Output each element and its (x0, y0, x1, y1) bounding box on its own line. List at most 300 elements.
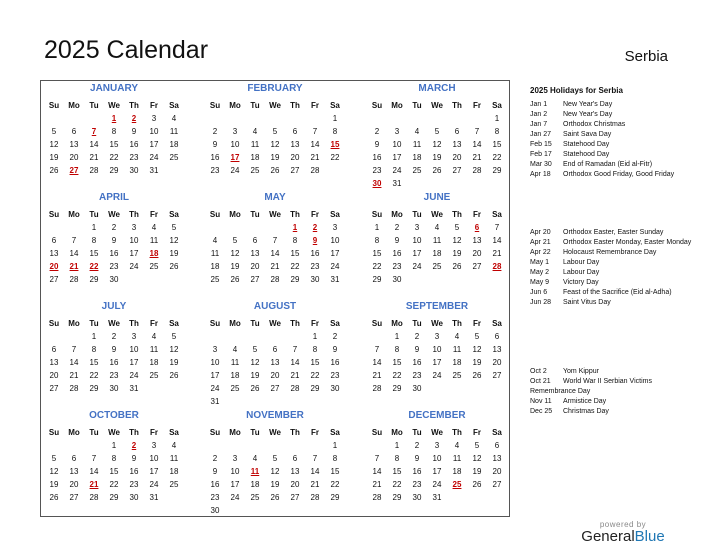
day-cell: 21 (89, 153, 99, 162)
holiday-name: Feast of the Sacrifice (Eid al-Adha) (563, 289, 672, 296)
day-cell: 17 (149, 140, 159, 149)
weekday-label: Su (209, 319, 221, 328)
empty-cell (205, 439, 225, 452)
day-cell: 27 (49, 275, 59, 284)
calendar-grid (40, 80, 510, 517)
day-cell: 7 (474, 127, 480, 136)
day-cell: 17 (330, 249, 340, 258)
weekday-label: Fr (473, 101, 481, 110)
day-cell: 27 (452, 166, 462, 175)
month-name: MAY (264, 192, 286, 203)
day-cell: 25 (250, 493, 260, 502)
empty-cell (205, 330, 225, 343)
weekday-label: Mo (391, 428, 403, 437)
day-cell: 4 (151, 332, 157, 341)
day-cell: 3 (151, 114, 157, 123)
day-cell: 15 (89, 249, 99, 258)
day-cell: 26 (270, 166, 280, 175)
day-cell: 27 (49, 384, 59, 393)
holiday-date: Jun 28 (530, 299, 552, 306)
day-cell: 15 (310, 358, 320, 367)
holiday-date: Jan 1 (530, 101, 548, 108)
holiday-entry (530, 258, 695, 268)
day-cell: 6 (272, 345, 278, 354)
day-cell: 26 (432, 166, 442, 175)
day-cell: 20 (492, 467, 502, 476)
day-cell: 5 (272, 127, 278, 136)
day-cell: 23 (109, 371, 119, 380)
day-cell: 22 (109, 153, 119, 162)
month-july (44, 301, 184, 395)
weekday-label: Mo (391, 101, 403, 110)
day-cell: 14 (270, 249, 280, 258)
day-cell: 29 (89, 384, 99, 393)
day-cell: 24 (432, 371, 442, 380)
day-cell: 3 (414, 223, 420, 232)
day-cell: 17 (129, 249, 139, 258)
day-cell: 26 (230, 275, 240, 284)
weekday-label: Mo (68, 428, 80, 437)
day-cell: 30 (392, 275, 402, 284)
day-cell: 5 (51, 454, 57, 463)
day-cell: 21 (472, 153, 482, 162)
day-cell: 3 (151, 441, 157, 450)
holidays-title: 2025 Holidays for Serbia (530, 86, 623, 95)
day-cell: 23 (129, 480, 139, 489)
weekday-label: Th (452, 319, 462, 328)
weekday-label: Sa (330, 428, 340, 437)
holiday-name: World War II Serbian Victims Remembrance Day (530, 378, 652, 395)
day-grid (205, 426, 345, 517)
day-cell: 29 (492, 166, 502, 175)
day-cell: 20 (290, 153, 300, 162)
weekday-label: Th (452, 428, 462, 437)
holiday-day-cell: 28 (492, 262, 502, 271)
day-cell: 3 (212, 345, 218, 354)
empty-cell (84, 112, 104, 125)
brand-name-general: General (581, 528, 635, 545)
day-cell: 28 (69, 275, 79, 284)
weekday-label: Mo (68, 101, 80, 110)
day-cell: 16 (392, 249, 402, 258)
holiday-name: Orthodox Easter Monday, Easter Monday (563, 239, 692, 246)
weekday-label: Sa (169, 428, 179, 437)
holiday-entry (530, 120, 695, 130)
day-cell: 7 (272, 236, 278, 245)
weekday-label: We (108, 101, 120, 110)
day-cell: 2 (212, 127, 218, 136)
holiday-entry (530, 228, 695, 238)
holiday-date: May 2 (530, 269, 550, 276)
holiday-entry (530, 110, 695, 120)
day-cell: 5 (232, 236, 238, 245)
day-cell: 20 (250, 262, 260, 271)
weekday-label: Su (371, 428, 383, 437)
month-may (205, 192, 345, 286)
holiday-day-cell: 21 (89, 480, 99, 489)
day-cell: 6 (252, 236, 258, 245)
day-cell: 18 (250, 480, 260, 489)
day-cell: 4 (171, 441, 177, 450)
holiday-entry (530, 377, 695, 397)
holiday-name: Christmas Day (563, 408, 609, 415)
weekday-label: We (269, 319, 281, 328)
day-cell: 20 (492, 358, 502, 367)
empty-cell (44, 439, 64, 452)
day-cell: 12 (230, 249, 240, 258)
day-cell: 18 (432, 249, 442, 258)
day-cell: 8 (394, 345, 400, 354)
day-cell: 20 (49, 371, 59, 380)
day-cell: 7 (71, 345, 77, 354)
weekday-label: Th (452, 101, 462, 110)
empty-cell (407, 112, 427, 125)
weekday-label: Su (371, 210, 383, 219)
day-cell: 21 (69, 371, 79, 380)
day-cell: 24 (230, 166, 240, 175)
day-cell: 16 (109, 358, 119, 367)
weekday-label: Mo (68, 319, 80, 328)
day-cell: 23 (372, 166, 382, 175)
day-cell: 3 (434, 441, 440, 450)
day-cell: 21 (372, 371, 382, 380)
day-cell: 17 (412, 249, 422, 258)
day-cell: 15 (89, 358, 99, 367)
day-cell: 19 (472, 358, 482, 367)
day-cell: 25 (149, 262, 159, 271)
month-name: AUGUST (253, 301, 297, 312)
month-april (44, 192, 184, 286)
day-cell: 26 (270, 493, 280, 502)
empty-cell (427, 112, 447, 125)
day-cell: 3 (131, 223, 137, 232)
day-cell: 2 (111, 223, 117, 232)
empty-cell (367, 112, 387, 125)
brand-name-blue: Blue (634, 528, 665, 545)
day-cell: 23 (310, 262, 320, 271)
weekday-label: Fr (473, 210, 481, 219)
day-cell: 4 (252, 454, 258, 463)
weekday-label: Th (290, 319, 300, 328)
day-cell: 22 (109, 480, 119, 489)
holiday-date: Oct 2 (530, 368, 547, 375)
day-cell: 17 (230, 480, 240, 489)
day-cell: 21 (310, 480, 320, 489)
month-name: NOVEMBER (246, 410, 304, 421)
day-cell: 12 (270, 467, 280, 476)
day-cell: 2 (111, 332, 117, 341)
weekday-label: Tu (89, 101, 99, 110)
day-cell: 10 (432, 345, 442, 354)
day-cell: 14 (472, 140, 482, 149)
day-cell: 22 (392, 480, 402, 489)
day-cell: 7 (312, 127, 318, 136)
day-cell: 3 (232, 454, 238, 463)
day-cell: 10 (149, 454, 159, 463)
holiday-day-cell: 15 (330, 140, 340, 149)
day-cell: 25 (149, 371, 159, 380)
day-cell: 31 (149, 493, 159, 502)
weekday-label: Sa (492, 210, 502, 219)
day-cell: 6 (292, 127, 298, 136)
day-cell: 16 (210, 153, 220, 162)
weekday-label: We (108, 428, 120, 437)
day-cell: 6 (71, 454, 77, 463)
day-cell: 11 (452, 345, 462, 354)
weekday-label: Tu (250, 210, 260, 219)
month-december (367, 410, 507, 504)
day-cell: 3 (131, 332, 137, 341)
day-cell: 13 (49, 249, 59, 258)
empty-cell (367, 439, 387, 452)
day-cell: 16 (109, 249, 119, 258)
month-march (367, 83, 507, 190)
day-cell: 13 (69, 467, 79, 476)
day-cell: 26 (452, 262, 462, 271)
day-cell: 9 (212, 140, 218, 149)
day-cell: 26 (49, 166, 59, 175)
holiday-name: Victory Day (563, 279, 599, 286)
month-name: DECEMBER (408, 410, 466, 421)
page-title: 2025 Calendar (44, 36, 209, 64)
holiday-entry (530, 140, 695, 150)
holiday-entry (530, 130, 695, 140)
day-cell: 19 (230, 262, 240, 271)
day-cell: 26 (49, 493, 59, 502)
day-cell: 15 (109, 140, 119, 149)
month-name: JANUARY (90, 83, 138, 94)
weekday-label: Th (129, 210, 139, 219)
day-cell: 22 (89, 371, 99, 380)
day-cell: 13 (290, 467, 300, 476)
empty-cell (367, 330, 387, 343)
day-cell: 16 (330, 358, 340, 367)
day-cell: 25 (432, 262, 442, 271)
day-cell: 3 (332, 223, 338, 232)
weekday-label: Tu (412, 210, 422, 219)
day-cell: 10 (432, 454, 442, 463)
day-cell: 16 (210, 480, 220, 489)
weekday-label: Su (48, 210, 60, 219)
day-cell: 15 (392, 358, 402, 367)
empty-cell (44, 221, 64, 234)
holiday-name: Labour Day (563, 269, 600, 276)
day-cell: 24 (149, 153, 159, 162)
holiday-name: Saint Vitus Day (563, 299, 611, 306)
weekday-label: Sa (492, 319, 502, 328)
weekday-label: Su (209, 428, 221, 437)
weekday-label: Th (129, 428, 139, 437)
weekday-label: Mo (229, 210, 241, 219)
day-cell: 19 (169, 358, 179, 367)
holiday-name: Orthodox Christmas (563, 121, 626, 128)
day-cell: 15 (372, 249, 382, 258)
day-cell: 26 (472, 371, 482, 380)
day-cell: 31 (210, 397, 220, 406)
day-cell: 29 (330, 493, 340, 502)
empty-cell (285, 330, 305, 343)
month-name: OCTOBER (89, 410, 139, 421)
holiday-entry (530, 288, 695, 298)
day-cell: 27 (290, 166, 300, 175)
day-cell: 28 (372, 493, 382, 502)
day-cell: 18 (230, 371, 240, 380)
day-cell: 28 (310, 166, 320, 175)
day-cell: 12 (472, 454, 482, 463)
empty-cell (387, 112, 407, 125)
month-name: APRIL (99, 192, 129, 203)
month-name: MARCH (418, 83, 456, 94)
day-cell: 10 (129, 236, 139, 245)
day-cell: 8 (374, 236, 380, 245)
day-cell: 23 (210, 166, 220, 175)
holiday-entry (530, 100, 695, 110)
day-cell: 23 (330, 371, 340, 380)
day-cell: 8 (91, 345, 97, 354)
holiday-day-cell: 18 (149, 249, 159, 258)
weekday-label: Tu (89, 319, 99, 328)
day-cell: 11 (412, 140, 422, 149)
weekday-label: Sa (330, 319, 340, 328)
day-cell: 6 (71, 127, 77, 136)
holiday-entry (530, 367, 695, 377)
day-cell: 21 (492, 249, 502, 258)
empty-cell (205, 221, 225, 234)
day-cell: 5 (51, 127, 57, 136)
holiday-name: Orthodox Good Friday, Good Friday (563, 171, 675, 178)
day-cell: 7 (91, 454, 97, 463)
day-cell: 31 (129, 384, 139, 393)
day-cell: 28 (472, 166, 482, 175)
empty-cell (265, 439, 285, 452)
day-cell: 31 (330, 275, 340, 284)
holiday-day-cell: 22 (89, 262, 99, 271)
day-cell: 1 (374, 223, 380, 232)
holiday-name: Yom Kippur (563, 368, 599, 375)
holiday-name: Statehood Day (563, 141, 610, 148)
empty-cell (64, 330, 84, 343)
day-cell: 16 (372, 153, 382, 162)
holiday-day-cell: 2 (312, 223, 318, 232)
month-june (367, 192, 507, 286)
weekday-label: Su (209, 210, 221, 219)
day-cell: 25 (230, 384, 240, 393)
day-cell: 5 (171, 223, 177, 232)
holiday-name: Holocaust Remembrance Day (563, 249, 657, 256)
weekday-label: Su (48, 428, 60, 437)
day-cell: 7 (71, 236, 77, 245)
day-cell: 22 (330, 153, 340, 162)
day-cell: 8 (111, 127, 117, 136)
day-cell: 5 (474, 332, 480, 341)
day-cell: 29 (89, 275, 99, 284)
weekday-label: Fr (473, 319, 481, 328)
day-cell: 9 (111, 345, 117, 354)
day-cell: 2 (212, 454, 218, 463)
weekday-label: Tu (89, 210, 99, 219)
day-cell: 27 (492, 480, 502, 489)
day-cell: 14 (290, 358, 300, 367)
holiday-entry (530, 160, 695, 170)
day-cell: 25 (169, 480, 179, 489)
day-cell: 29 (372, 275, 382, 284)
day-cell: 2 (394, 223, 400, 232)
day-cell: 19 (452, 249, 462, 258)
day-cell: 2 (332, 332, 338, 341)
holiday-name: Orthodox Easter, Easter Sunday (563, 229, 664, 236)
day-cell: 21 (310, 153, 320, 162)
day-cell: 15 (290, 249, 300, 258)
day-cell: 28 (290, 384, 300, 393)
day-cell: 13 (290, 140, 300, 149)
day-grid (367, 317, 507, 395)
day-cell: 13 (250, 249, 260, 258)
holiday-day-cell: 30 (372, 179, 382, 188)
day-cell: 18 (210, 262, 220, 271)
day-cell: 1 (394, 332, 400, 341)
day-cell: 12 (250, 358, 260, 367)
day-cell: 22 (310, 371, 320, 380)
weekday-label: Tu (412, 428, 422, 437)
day-cell: 3 (394, 127, 400, 136)
holiday-day-cell: 20 (49, 262, 59, 271)
day-cell: 1 (494, 114, 500, 123)
holiday-date: Feb 15 (530, 141, 552, 148)
day-cell: 10 (149, 127, 159, 136)
month-name: FEBRUARY (247, 83, 303, 94)
day-cell: 25 (169, 153, 179, 162)
empty-cell (245, 330, 265, 343)
day-cell: 23 (412, 371, 422, 380)
empty-cell (265, 330, 285, 343)
day-cell: 16 (129, 467, 139, 476)
day-cell: 8 (91, 236, 97, 245)
day-cell: 16 (129, 140, 139, 149)
day-cell: 11 (149, 236, 159, 245)
day-cell: 27 (290, 493, 300, 502)
day-grid (205, 317, 345, 408)
day-cell: 8 (332, 454, 338, 463)
day-cell: 31 (432, 493, 442, 502)
day-cell: 18 (169, 140, 179, 149)
day-grid (205, 208, 345, 286)
day-cell: 1 (111, 441, 117, 450)
weekday-label: We (431, 319, 443, 328)
holiday-entry (530, 170, 695, 180)
day-cell: 1 (312, 332, 318, 341)
weekday-label: Mo (68, 210, 80, 219)
day-cell: 14 (492, 236, 502, 245)
empty-cell (205, 112, 225, 125)
day-cell: 12 (452, 236, 462, 245)
day-cell: 20 (290, 480, 300, 489)
day-cell: 24 (330, 262, 340, 271)
day-cell: 19 (432, 153, 442, 162)
day-grid (205, 99, 345, 177)
day-cell: 5 (272, 454, 278, 463)
day-cell: 25 (452, 371, 462, 380)
day-cell: 18 (452, 467, 462, 476)
day-cell: 11 (169, 127, 179, 136)
day-cell: 26 (169, 262, 179, 271)
day-cell: 31 (392, 179, 402, 188)
day-cell: 13 (452, 140, 462, 149)
holiday-date: Jan 7 (530, 121, 548, 128)
empty-cell (84, 439, 104, 452)
month-august (205, 301, 345, 408)
day-cell: 30 (412, 384, 422, 393)
holiday-date: Nov 11 (530, 398, 552, 405)
